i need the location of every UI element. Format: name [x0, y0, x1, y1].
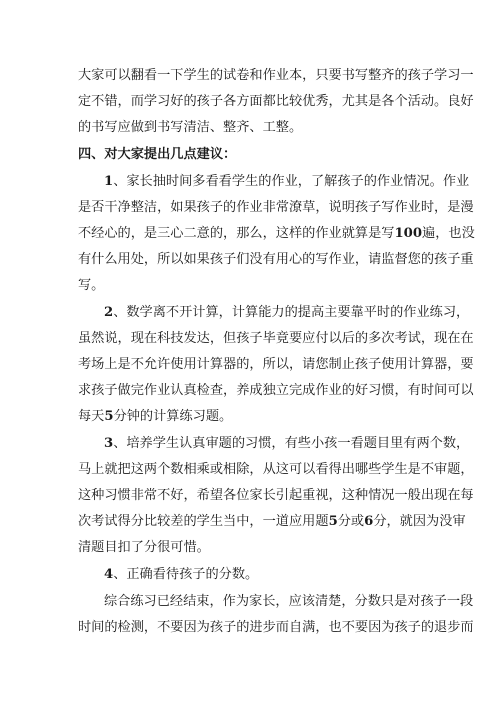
paragraph-line: 考场上是不允许使用计算器的，所以，请您制止孩子使用计算器，要 [78, 357, 474, 372]
paragraph-line: 每天5分钟的计算练习题。 [78, 409, 233, 424]
paragraph-line: 2、数学离不开计算，计算能力的提高主要靠平时的作业练习， [104, 305, 470, 320]
paragraph-line: 求孩子做完作业认真检查，养成独立完成作业的好习惯，有时间可以 [78, 383, 474, 398]
intro-line: 定不错，而学习好的孩子各方面都比较优秀，尤其是各个活动。良好 [78, 94, 474, 109]
paragraph-line: 不经心的，是三心二意的，那么，这样的作业就算是写100遍，也没 [78, 226, 475, 241]
paragraph-line: 清题目扣了分很可惜。 [78, 540, 210, 555]
paragraph-line: 4、正确看待孩子的分数。 [104, 567, 259, 582]
paragraph-line: 1、家长抽时间多看看学生的作业，了解孩子的作业情况。作业 [104, 174, 470, 189]
paragraph-line: 是否干净整洁，如果孩子的作业非常潦草，说明孩子写作业时，是漫 [78, 200, 474, 215]
paragraph-line: 次考试得分比较差的学生当中，一道应用题5分或6分，就因为没审 [78, 514, 466, 529]
paragraph-line: 马上就把这两个数相乘或相除，从这可以看得出哪些学生是不审题， [78, 462, 474, 477]
paragraph-line: 有什么用处，所以如果孩子们没有用心的写作业，请监督您的孩子重 [78, 252, 474, 267]
intro-line: 大家可以翻看一下学生的试卷和作业本，只要书写整齐的孩子学习一 [78, 68, 474, 83]
paragraph-line: 综合练习已经结束，作为家长，应该清楚，分数只是对孩子一段 [104, 594, 474, 609]
paragraph-line: 写。 [78, 278, 105, 293]
intro-line: 的书写应做到书写清洁、整齐、工整。 [78, 120, 303, 135]
paragraph-line: 这种习惯非常不好，希望各位家长引起重视，这种情况一般出现在每 [78, 488, 474, 503]
paragraph-line: 虽然说，现在科技发达，但孩子毕竟要应付以后的多次考试，现在在 [78, 331, 474, 346]
paragraph-line: 时间的检测，不要因为孩子的进步而自满，也不要因为孩子的退步而 [78, 620, 474, 635]
section-heading: 四、对大家提出几点建议： [78, 147, 237, 162]
paragraph-line: 3、培养学生认真审题的习惯，有些小孩一看题目里有两个数， [104, 436, 470, 451]
